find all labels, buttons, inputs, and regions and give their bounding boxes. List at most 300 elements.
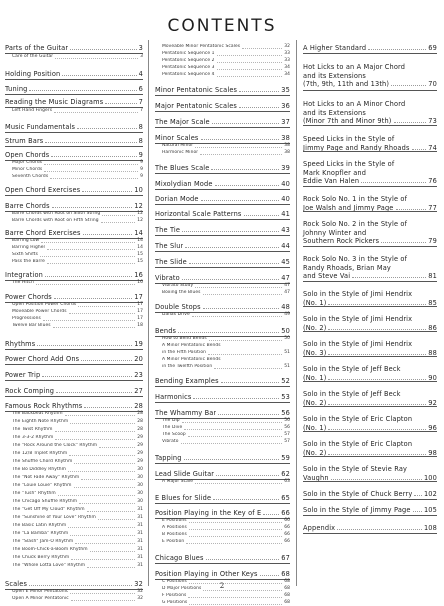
entry-title: F Positions <box>162 593 187 598</box>
entry-title: Randy Rhoads, Brian May <box>303 263 391 272</box>
toc-entry <box>5 151 143 159</box>
toc-subentry <box>5 419 143 425</box>
page-ref: 9 <box>140 160 143 165</box>
dot-leader <box>99 447 135 448</box>
entry-title: The Dip <box>162 418 180 423</box>
dot-leader <box>65 415 136 416</box>
entry-title: How to Bend Bends <box>162 336 207 341</box>
entry-title: Hot Licks to an A Minor Chord <box>303 100 406 108</box>
entry-title: Open A Minor Pentatonic <box>12 596 69 601</box>
entry-title: Solo in the Style of Eric Clapton <box>303 415 413 423</box>
dot-leader <box>391 85 426 86</box>
dot-leader <box>184 459 280 460</box>
entry-title: Solo in the Style of Jimi Hendrix <box>303 315 413 323</box>
entry-title: The Chuck Berry Rhythm <box>12 555 70 560</box>
page-ref: 67 <box>281 554 290 562</box>
toc-subentry <box>155 312 290 318</box>
toc-subentry <box>155 600 290 606</box>
dot-leader <box>193 398 279 399</box>
dot-leader <box>56 392 132 393</box>
dot-leader <box>70 535 135 536</box>
entry-title: Jimmy Page and Randy Rhoads <box>303 143 410 152</box>
page-ref: 17 <box>134 293 143 301</box>
entry-title: Scales <box>5 580 28 588</box>
page-ref: 31 <box>137 531 143 536</box>
page-ref: 31 <box>137 555 143 560</box>
entry-title: Major Chords <box>12 160 43 165</box>
entry-title: The 3-3-2 Rhythm <box>12 435 54 440</box>
page-ref: 100 <box>423 473 437 482</box>
page-ref: 105 <box>423 506 437 514</box>
dot-leader <box>74 487 136 488</box>
page-ref: 30 <box>137 467 143 472</box>
dot-leader <box>68 471 135 472</box>
dot-leader <box>44 164 138 165</box>
toc-subentry <box>5 108 143 114</box>
entry-title: The Hitch <box>12 280 34 285</box>
entry-title: The Major Scale <box>155 118 210 126</box>
page-ref: 88 <box>428 348 437 357</box>
dot-leader <box>328 429 426 430</box>
entry-title: Tapping <box>155 454 182 462</box>
page-ref: 14 <box>137 245 143 250</box>
page-ref: 50 <box>284 336 290 341</box>
toc-entry-line <box>303 220 437 228</box>
dot-leader <box>40 256 135 257</box>
page-ref: 66 <box>284 532 290 537</box>
entry-title: Integration <box>5 271 43 279</box>
toc-subentry <box>155 336 290 342</box>
entry-title: Minor Scales <box>155 134 199 142</box>
dot-leader <box>84 407 132 408</box>
toc-subentry <box>5 451 143 457</box>
entry-underline <box>155 219 290 220</box>
entry-title: Boxing the Blues <box>162 290 201 295</box>
dot-leader <box>188 597 282 598</box>
entry-title: Natural Minor <box>162 143 194 148</box>
entry-underline <box>5 380 143 381</box>
entry-title: Rock Solo No. 2 in the Style of <box>303 220 408 228</box>
entry-title: The "Tush" Rhythm <box>12 491 56 496</box>
entry-title: Solo in the Style of Jimmy Page <box>303 506 411 514</box>
toc-subentry <box>5 309 143 315</box>
toc-subentry <box>155 357 290 363</box>
page-ref: 9 <box>140 167 143 172</box>
entry-title: Open Position Power Chords <box>12 302 77 307</box>
toc-entry <box>155 554 290 562</box>
entry-underline <box>155 503 290 504</box>
toc-subentry <box>5 563 143 569</box>
page-ref: 57 <box>284 432 290 437</box>
page-ref: 59 <box>281 454 290 462</box>
entry-title: Tuning <box>5 85 28 93</box>
page-ref: 47 <box>284 290 290 295</box>
page-ref: 12 <box>134 202 143 210</box>
dot-leader <box>352 277 426 278</box>
page-ref: 27 <box>134 387 143 395</box>
dot-leader <box>55 439 135 440</box>
entry-title: A Major Scale <box>162 479 194 484</box>
dot-leader <box>77 128 137 129</box>
toc-subentry <box>5 459 143 465</box>
entry-title: A Higher Standard <box>303 44 367 52</box>
dot-leader <box>78 306 135 307</box>
toc-entry <box>5 387 143 395</box>
toc-entry <box>155 86 290 94</box>
toc-entry <box>303 177 437 185</box>
toc-entry-line <box>303 315 437 323</box>
toc-entry <box>5 85 143 93</box>
entry-title: Dorian Mode <box>155 195 199 203</box>
dot-leader <box>260 575 280 576</box>
entry-underline <box>5 364 143 365</box>
entry-title: Solo in the Style of Jimi Hendrix <box>303 290 413 298</box>
entry-title: Vibrato <box>162 439 179 444</box>
entry-underline <box>303 499 437 500</box>
entry-title: Solo in the Style of Eric Clapton <box>303 440 413 448</box>
dot-leader <box>82 191 132 192</box>
toc-subentry <box>5 302 143 308</box>
toc-subentry <box>5 467 143 473</box>
page-ref: 32 <box>134 580 143 588</box>
dot-leader <box>328 304 426 305</box>
entry-underline <box>303 406 437 407</box>
entry-title: Mark Knopfler and <box>303 168 367 177</box>
page-ref: 14 <box>134 229 143 237</box>
page-ref: 70 <box>428 80 437 88</box>
page-ref: 68 <box>284 600 290 605</box>
page-ref: 31 <box>137 523 143 528</box>
toc-entry <box>155 180 290 188</box>
dot-leader <box>181 443 283 444</box>
entry-underline <box>155 267 290 268</box>
page-ref: 8 <box>138 123 143 131</box>
toc-entry <box>155 393 290 401</box>
dot-leader <box>182 279 279 280</box>
entry-title: The Blues Scale <box>155 164 210 172</box>
toc-entry-line <box>303 264 437 272</box>
entry-title: The Eighth Note Rhythm <box>12 419 69 424</box>
toc-entry <box>303 490 437 498</box>
toc-subentry <box>5 411 143 417</box>
page-ref: 16 <box>137 280 143 285</box>
entry-underline <box>155 189 290 190</box>
page-ref: 96 <box>428 423 437 432</box>
entry-title: (No. 2) <box>303 398 327 407</box>
entry-title: Seventh Chords <box>12 174 49 179</box>
toc-subentry <box>5 167 143 173</box>
entry-title: The Chicago Shuffle Rhythm <box>12 499 78 504</box>
entry-underline <box>155 127 290 128</box>
page-ref: 66 <box>284 539 290 544</box>
dot-leader <box>328 379 426 380</box>
entry-underline <box>303 481 437 482</box>
page-ref: 44 <box>281 242 290 250</box>
dot-leader <box>79 503 135 504</box>
dot-leader <box>51 156 136 157</box>
dot-leader <box>368 49 426 50</box>
dot-leader <box>98 519 135 520</box>
toc-subentry <box>155 290 290 296</box>
dot-leader <box>201 200 280 201</box>
entry-title: Vibrato <box>155 274 180 282</box>
entry-title: Position Playing in Other Keys <box>155 570 258 578</box>
entry-title: Power Chord Add Ons <box>5 355 80 363</box>
toc-entry-line <box>303 415 437 423</box>
entry-underline <box>303 186 437 187</box>
page-ref: 31 <box>137 507 143 512</box>
dot-leader <box>105 103 136 104</box>
dot-leader <box>192 316 282 317</box>
toc-entry-line <box>303 229 437 237</box>
dot-leader <box>217 62 283 63</box>
page-ref: 14 <box>137 238 143 243</box>
entry-title: The Whammy Bar <box>155 409 217 417</box>
toc-subentry <box>155 343 290 349</box>
dot-leader <box>208 354 282 355</box>
dot-leader <box>69 313 136 314</box>
page-ref: 69 <box>428 44 437 52</box>
toc-entry <box>5 98 143 106</box>
page-ref: 28 <box>134 402 143 410</box>
dot-leader <box>188 436 282 437</box>
page-ref: 32 <box>137 596 143 601</box>
dot-leader <box>87 567 135 568</box>
toc-subentry <box>5 435 143 441</box>
toc-entry <box>5 186 143 194</box>
page-ref: 7 <box>140 108 143 113</box>
entry-title: The Boom-Chick-a-Boom Rhythm <box>12 547 88 552</box>
toc-entry-line <box>303 340 437 348</box>
entry-underline <box>303 356 437 357</box>
toc-entry <box>5 229 143 237</box>
page-ref: 66 <box>284 525 290 530</box>
toc-subentry <box>5 539 143 545</box>
entry-title: Barring Low <box>12 238 40 243</box>
dot-leader <box>58 495 135 496</box>
dot-leader <box>54 112 138 113</box>
entry-title: Rhythms <box>5 340 36 348</box>
entry-underline <box>5 146 143 147</box>
dot-leader <box>381 242 426 243</box>
entry-underline <box>303 125 437 126</box>
entry-title: Rock Solo No. 1 in the Style of <box>303 195 408 203</box>
entry-underline <box>303 246 437 247</box>
entry-title: Power Chords <box>5 293 52 301</box>
toc-entry <box>155 570 290 578</box>
entry-title: The Bo Diddley Rhythm <box>12 467 67 472</box>
page-ref: 29 <box>137 451 143 456</box>
entry-title: Solo in the Style of Jimi Hendrix <box>303 340 413 348</box>
dot-leader <box>212 123 280 124</box>
entry-title: Music Fundamentals <box>5 123 76 131</box>
toc-subentry <box>155 525 290 531</box>
entry-title: The Slide <box>155 258 187 266</box>
toc-subentry <box>5 160 143 166</box>
dot-leader <box>218 414 279 415</box>
page-ref: 38 <box>284 150 290 155</box>
entry-underline <box>5 349 143 350</box>
page-ref: 65 <box>281 494 290 502</box>
page-ref: 17 <box>137 316 143 321</box>
page-ref: 43 <box>281 226 290 234</box>
page-ref: 47 <box>281 274 290 282</box>
entry-underline <box>155 111 290 112</box>
entry-title: Sixth Shifts <box>12 252 38 257</box>
page-ref: 73 <box>428 117 437 125</box>
page-ref: 9 <box>140 174 143 179</box>
page-ref: 47 <box>284 283 290 288</box>
page-ref: 29 <box>137 459 143 464</box>
entry-title: Position Playing in the Key of E <box>155 509 262 517</box>
page-ref: 52 <box>281 377 290 385</box>
entry-title: Solo in the Style of Jeff Beck <box>303 390 401 398</box>
toc-entry-line <box>303 390 437 398</box>
entry-title: Hot Licks to an A Major Chord <box>303 63 406 71</box>
entry-title: Double Stops <box>155 303 201 311</box>
page-ref: 53 <box>281 393 290 401</box>
page-ref: 17 <box>137 302 143 307</box>
toc-entry <box>5 340 143 348</box>
entry-title: The "Rock Around the Clock" Rhythm <box>12 443 98 448</box>
page-ref: 98 <box>428 448 437 457</box>
toc-entry <box>155 409 290 417</box>
toc-entry <box>155 274 290 282</box>
entry-title: Speed Licks in the Style of <box>303 160 395 168</box>
toc-subentry <box>5 596 143 602</box>
page-ref: 33 <box>284 58 290 63</box>
entry-title: (No. 2) <box>303 448 327 457</box>
entry-title: Dallas Drive <box>162 312 190 317</box>
entry-underline <box>303 151 437 152</box>
page-ref: 23 <box>134 371 143 379</box>
toc-entry-line <box>303 465 437 473</box>
toc-subentry <box>155 143 290 149</box>
dot-leader <box>75 543 135 544</box>
page-ref: 3 <box>140 54 143 59</box>
entry-title: Strum Bars <box>5 137 44 145</box>
page-ref: 4 <box>138 70 143 78</box>
dot-leader <box>263 514 279 515</box>
dot-leader <box>213 499 279 500</box>
entry-underline <box>155 204 290 205</box>
toc-subentry <box>155 72 290 78</box>
toc-subentry <box>5 443 143 449</box>
entry-underline <box>155 173 290 174</box>
dot-leader <box>42 376 132 377</box>
entry-title: (No. 1) <box>303 373 327 382</box>
page-ref: 31 <box>137 515 143 520</box>
page-ref: 74 <box>428 143 437 152</box>
page-ref: 102 <box>423 490 437 498</box>
entry-title: (No. 1) <box>303 423 327 432</box>
entry-title: Progressions <box>12 316 41 321</box>
dot-leader <box>44 171 138 172</box>
entry-underline <box>5 195 143 196</box>
dot-leader <box>206 559 280 560</box>
toc-subentry <box>155 150 290 156</box>
entry-title: The Dive <box>162 425 183 430</box>
dot-leader <box>47 249 135 250</box>
entry-title: The Twist Rhythm <box>12 427 53 432</box>
page-ref: 66 <box>284 518 290 523</box>
page-ref: 85 <box>428 298 437 307</box>
page-ref: 79 <box>428 237 437 245</box>
toc-entry <box>155 470 290 478</box>
dot-leader <box>195 287 282 288</box>
toc-entry <box>5 402 143 410</box>
toc-entry <box>5 371 143 379</box>
dot-leader <box>55 431 136 432</box>
page-ref: 48 <box>281 303 290 311</box>
entry-title: Open E Minor Pentatonic <box>12 589 69 594</box>
entry-title: The "Sunshine of Your Love" Rhythm <box>12 515 96 520</box>
dot-leader <box>36 284 135 285</box>
page-ref: 8 <box>138 137 143 145</box>
entry-title: Mixolydian Mode <box>155 180 213 188</box>
toc-entry <box>5 44 143 52</box>
toc-entry <box>303 506 437 514</box>
page-ref: 63 <box>284 479 290 484</box>
toc-subentry <box>5 531 143 537</box>
page-ref: 3 <box>138 44 143 52</box>
dot-leader <box>70 423 135 424</box>
toc-entry <box>155 164 290 172</box>
dot-leader <box>239 107 279 108</box>
dot-leader <box>244 215 280 216</box>
entry-title: The Basic Latin Rhythm <box>12 523 67 528</box>
page-ref: 50 <box>281 327 290 335</box>
entry-title: Bending Examples <box>155 377 219 385</box>
entry-underline <box>5 132 143 133</box>
dot-leader <box>102 215 135 216</box>
toc-entry <box>5 123 143 131</box>
toc-subentry <box>155 479 290 485</box>
dot-leader <box>216 475 279 476</box>
toc-entry-line <box>303 255 437 263</box>
entry-underline <box>303 381 437 382</box>
toc-entry <box>155 494 290 502</box>
entry-title: Rock Solo No. 3 in the Style of <box>303 255 408 263</box>
page-ref: 30 <box>137 483 143 488</box>
toc-subentry <box>155 593 290 599</box>
entry-title: (No. 2) <box>303 323 327 332</box>
page-ref: 51 <box>284 350 290 355</box>
dot-leader <box>201 139 280 140</box>
toc-entry-line <box>303 160 437 168</box>
entry-title: in the Fifth Position <box>162 350 206 355</box>
entry-title: Harmonics <box>155 393 192 401</box>
entry-title: Horizontal Scale Patterns <box>155 210 242 218</box>
toc-subentry <box>155 44 290 50</box>
entry-underline <box>155 235 290 236</box>
dot-leader <box>328 404 426 405</box>
dot-leader <box>184 429 282 430</box>
page-ref: 32 <box>137 589 143 594</box>
entry-title: Holding Position <box>5 70 61 78</box>
page-ref: 6 <box>138 85 143 93</box>
entry-title: Barre Chords with Root on Sixth String <box>12 211 101 216</box>
page-ref: 40 <box>281 180 290 188</box>
entry-title: Reading the Music Diagrams <box>5 98 104 106</box>
entry-title: Harmonic Minor <box>162 150 199 155</box>
page-ref: 56 <box>284 425 290 430</box>
dot-leader <box>361 182 426 183</box>
page-ref: 19 <box>134 340 143 348</box>
entry-title: C Positions <box>162 579 187 584</box>
page-number: 2 <box>219 582 225 590</box>
toc-subentry <box>155 425 290 431</box>
